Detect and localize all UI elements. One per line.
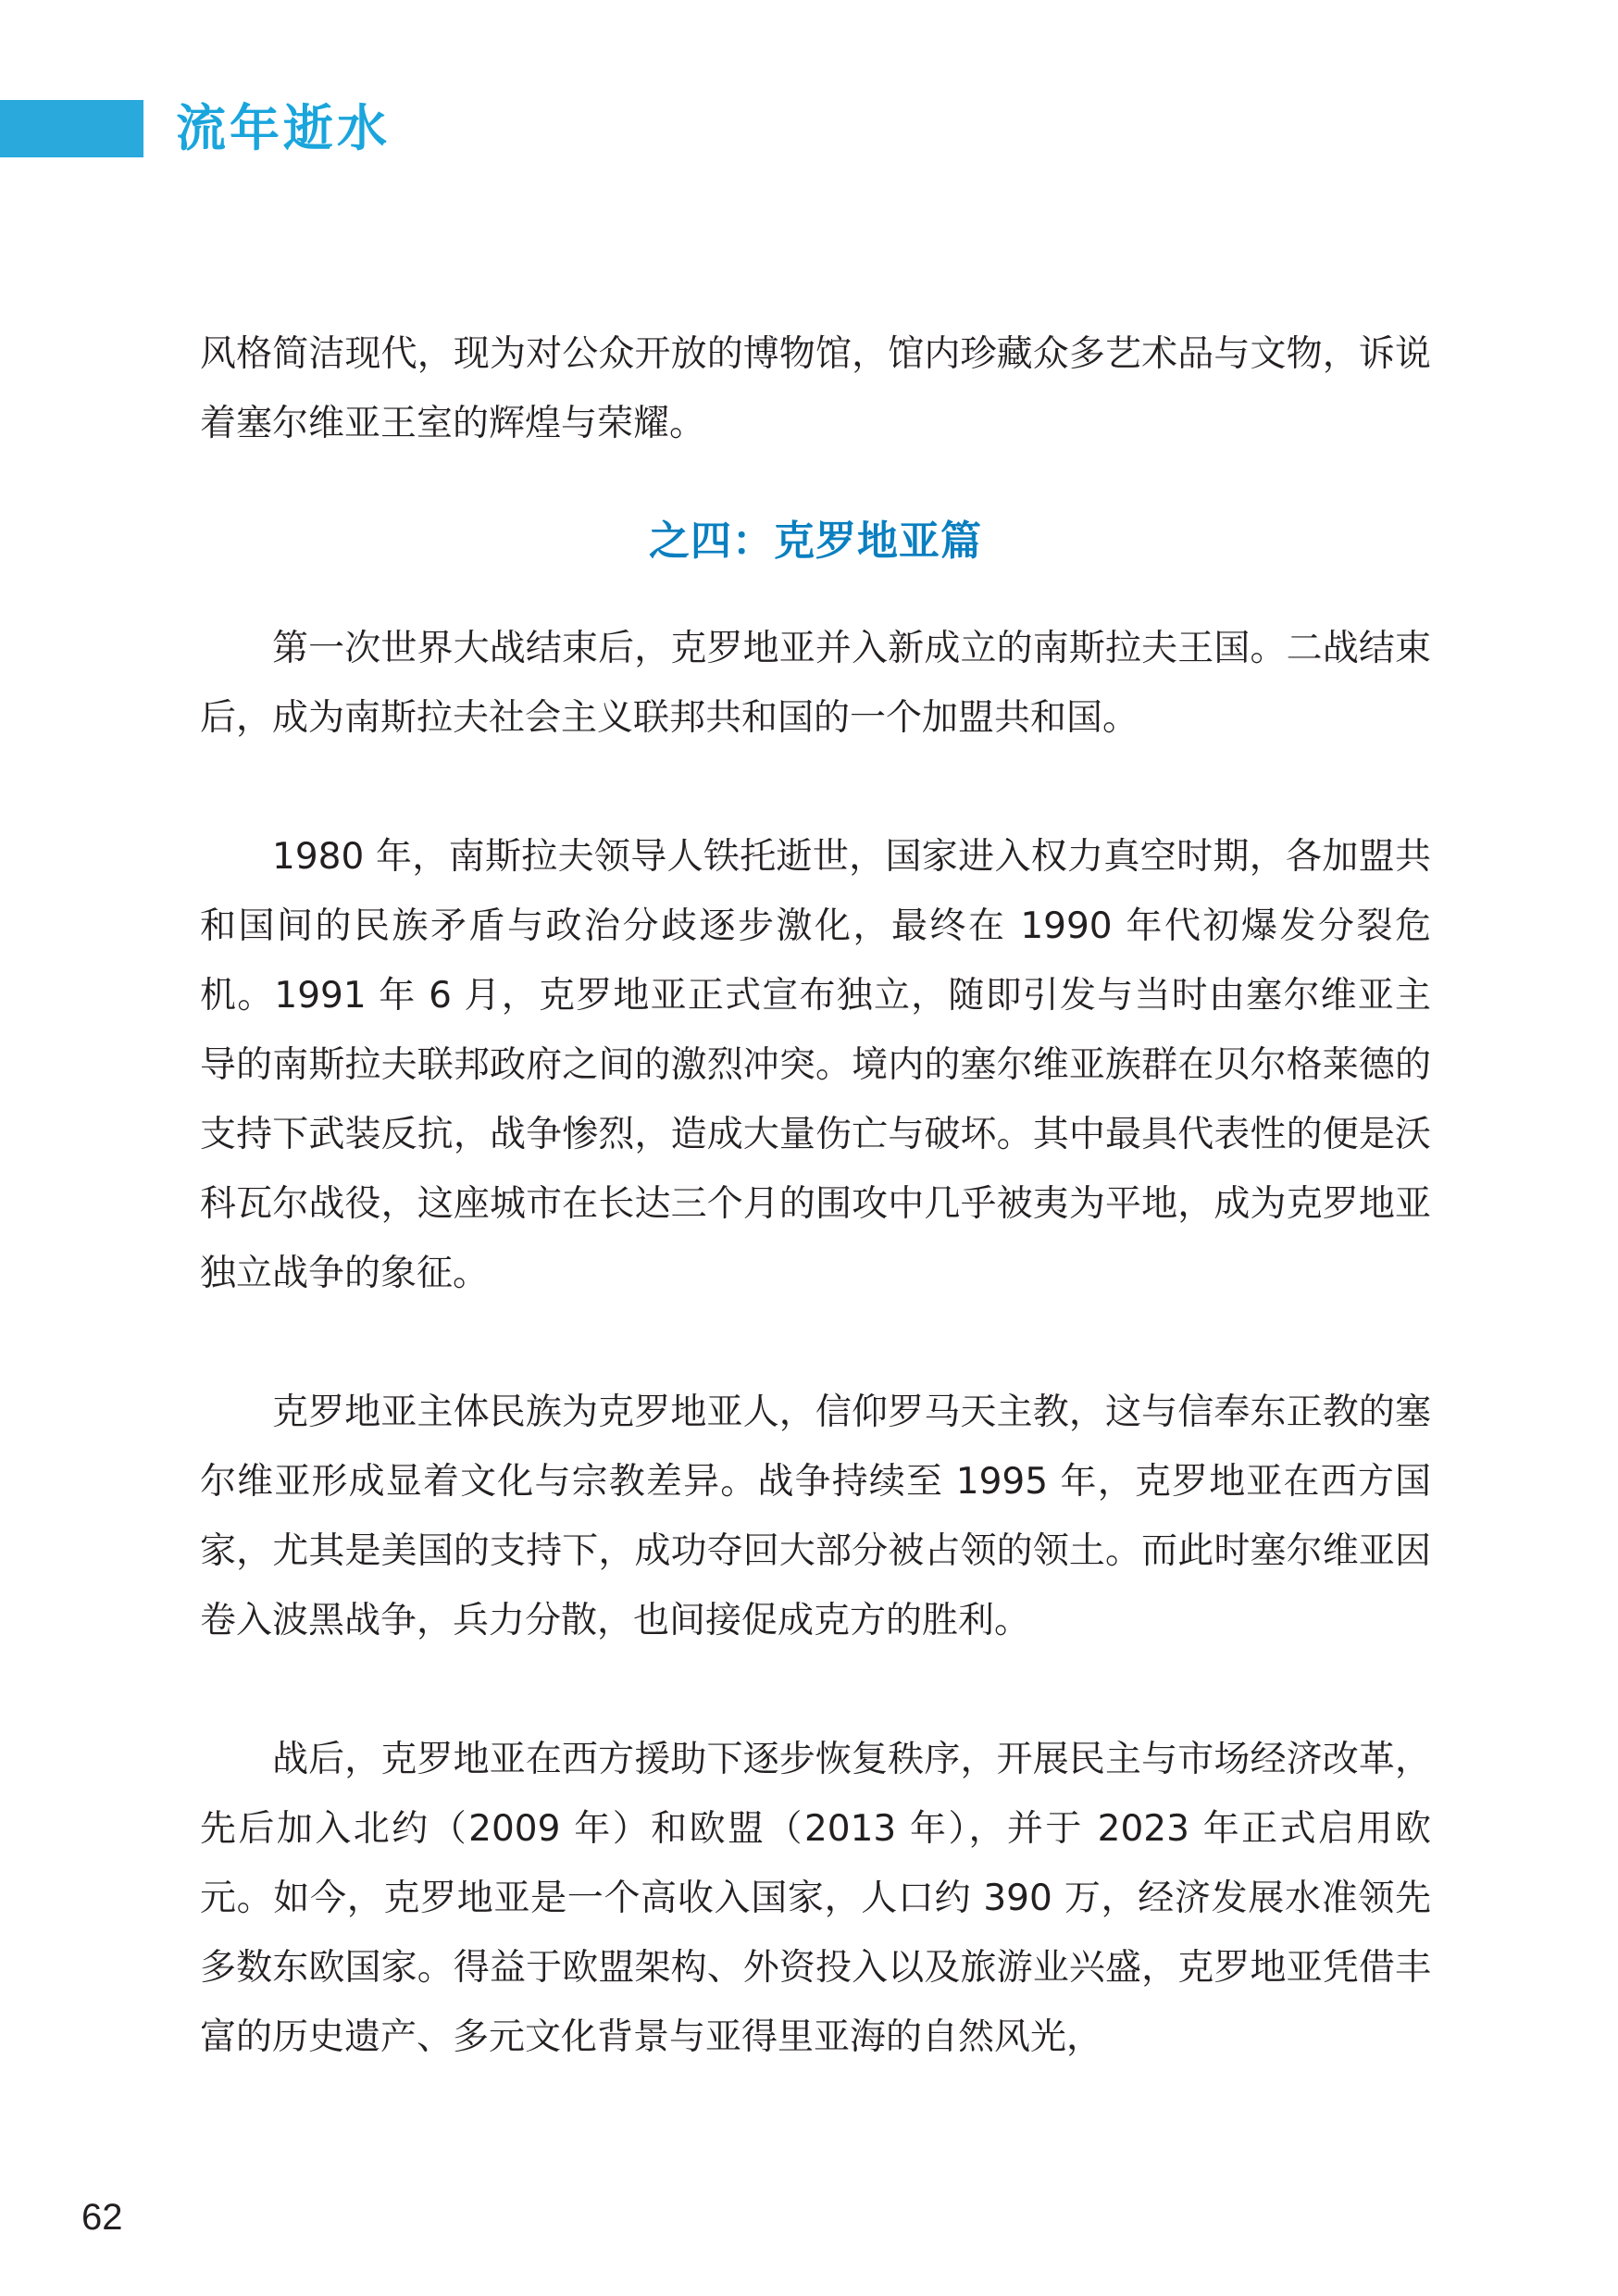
body-paragraph: 1980 年，南斯拉夫领导人铁托逝世，国家进入权力真空时期，各加盟共和国间的民族矛盾与政治分歧逐步激化，最终在 1990 年代初爆发分裂危机。1991 年 6 月，克罗地亚正式宣布独立，随即引发与当时由塞尔维亚主导的南斯拉夫联邦政府之间的激烈冲突。境内的塞尔维亚族群在贝尔格莱德的支持下武装反抗，战争惨烈，造成大量伤亡与破坏。其中最具代表性的便是沃科瓦尔战役，这座城市在长达三个月的围攻中几乎被夷为平地，成为克罗地亚独立战争的象征。 [200, 836, 1431, 1294]
chapter-heading: 之四：克罗地亚篇 [649, 518, 982, 565]
section-title: 流年逝水 [176, 99, 391, 157]
body-paragraph: 第一次世界大战结束后，克罗地亚并入新成立的南斯拉夫王国。二战结束后，成为南斯拉夫社会主义联邦共和国的一个加盟共和国。 [200, 628, 1431, 739]
body-paragraph: 战后，克罗地亚在西方援助下逐步恢复秩序，开展民主与市场经济改革，先后加入北约（2009 年）和欧盟（2013 年），并于 2023 年正式启用欧元。如今，克罗地亚是一个高收入国家，人口约 390 万，经济发展水准领先多数东欧国家。得益于欧盟架构、外资投入以及旅游业兴盛，克罗地亚凭借丰富的历史遗产、多元文化背景与亚得里亚海的自然风光， [200, 1739, 1431, 2058]
body-paragraph: 克罗地亚主体民族为克罗地亚人，信仰罗马天主教，这与信奉东正教的塞尔维亚形成显着文化与宗教差异。战争持续至 1995 年，克罗地亚在西方国家，尤其是美国的支持下，成功夺回大部分被占领的领土。而此时塞尔维亚因卷入波黑战争，兵力分散，也间接促成克方的胜利。 [200, 1391, 1431, 1641]
page-content [200, 319, 1431, 2072]
page-number: 62 [81, 2197, 123, 2238]
opening-paragraph: 风格简洁现代，现为对公众开放的博物馆，馆内珍藏众多艺术品与文物，诉说着塞尔维亚王室的辉煌与荣耀。 [200, 333, 1431, 444]
header-accent-bar [0, 100, 143, 157]
